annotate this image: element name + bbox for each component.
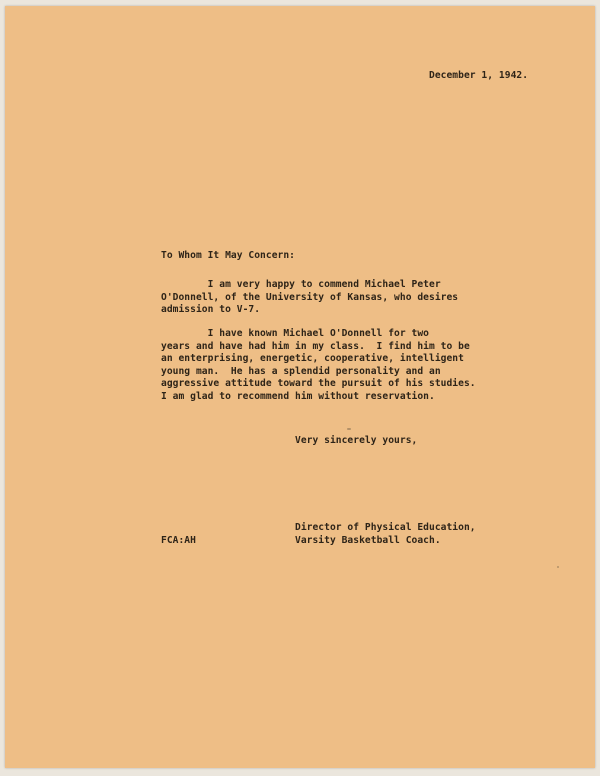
paragraph-1: [161, 279, 491, 317]
complimentary-close: Very sincerely yours,: [295, 435, 418, 446]
paper-speck: [347, 428, 351, 430]
paper-speck: [557, 566, 559, 568]
signature-title-1: Director of Physical Education,: [295, 522, 476, 533]
paragraph-line: years and have had him in my class. I find him to be: [161, 340, 470, 352]
signature-title-2: Varsity Basketball Coach.: [295, 535, 441, 546]
paragraph-line: an enterprising, energetic, cooperative, intelligent: [161, 353, 464, 365]
paragraph-line: I am glad to recommend him without reservation.: [161, 390, 435, 402]
paragraph-line: young man. He has a splendid personality and an: [161, 365, 441, 377]
salutation: To Whom It May Concern:: [161, 250, 295, 261]
letter-page: [5, 6, 595, 768]
paragraph-line: aggressive attitude toward the pursuit of his studies.: [161, 378, 476, 390]
paragraph-line: I am very happy to commend Michael Peter: [161, 279, 441, 290]
typist-initials: FCA:AH: [161, 535, 196, 546]
letter-date: December 1, 1942.: [429, 70, 529, 81]
paragraph-line: admission to V-7.: [161, 304, 261, 316]
paragraph-line: I have known Michael O'Donnell for two: [161, 328, 429, 339]
paragraph-line: O'Donnell, of the University of Kansas, who desires: [161, 291, 459, 303]
paragraph-2: [161, 328, 491, 404]
